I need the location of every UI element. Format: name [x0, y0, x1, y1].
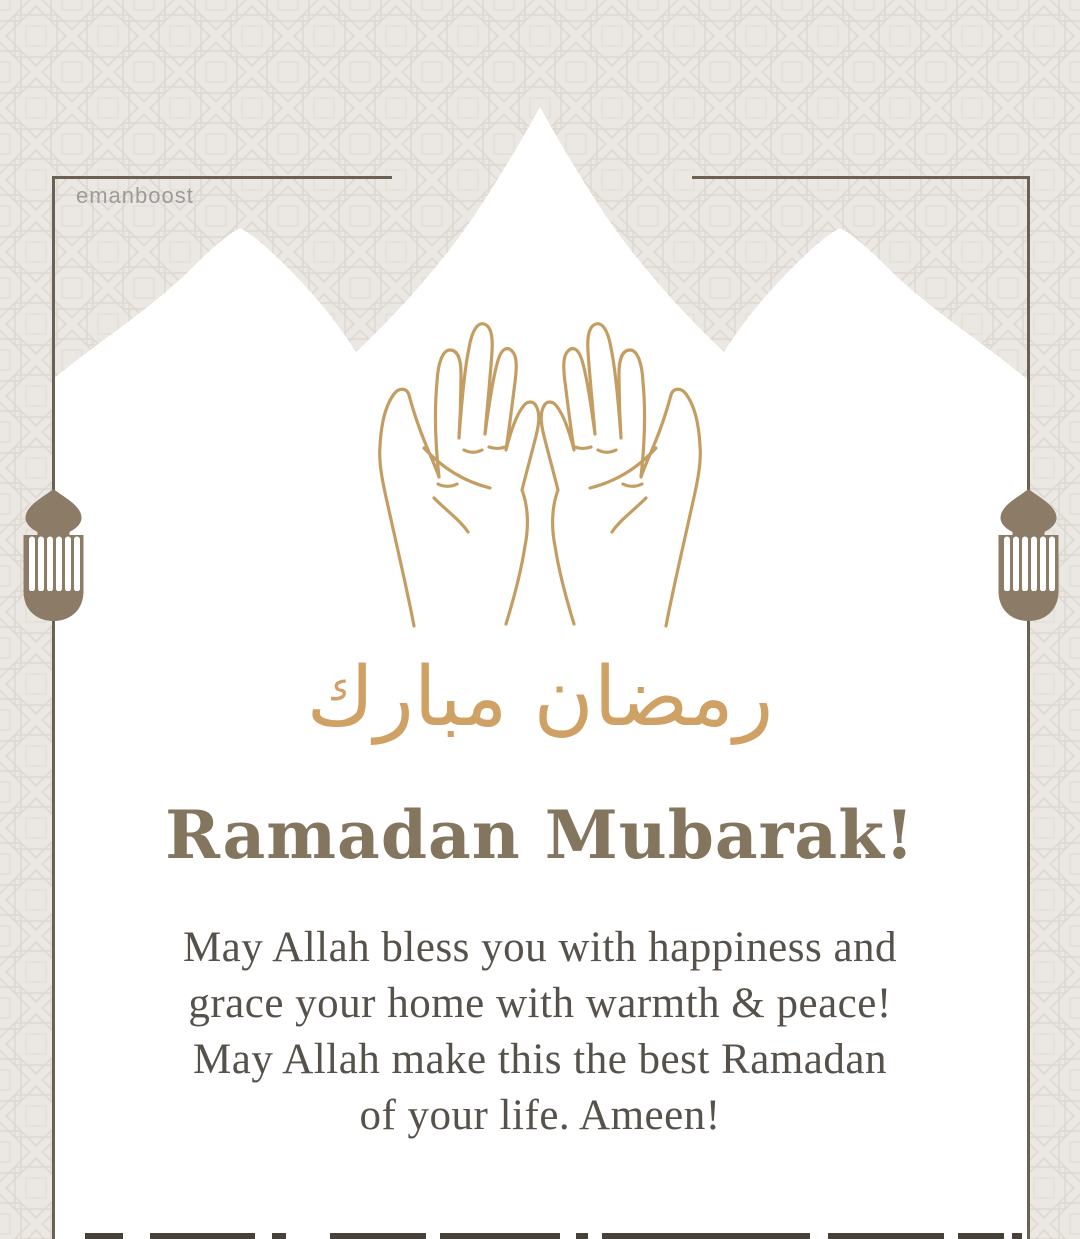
cutoff-text-fragment: [602, 1233, 810, 1239]
cutoff-text-fragment: [150, 1233, 255, 1239]
watermark: emanboost: [76, 183, 194, 208]
cutoff-text-fragment: [828, 1233, 944, 1239]
cutoff-text-fragment: [958, 1233, 1004, 1239]
cutoff-text-fragment: [440, 1233, 560, 1239]
greeting-title: Ramadan Mubarak!: [165, 796, 915, 874]
message-line: May Allah make this the best Ramadan: [193, 1036, 887, 1083]
arabic-greeting: رمضان مبارك: [306, 650, 774, 745]
lantern-icon-left: [24, 489, 84, 621]
lantern-icon-right: [999, 489, 1059, 621]
message-line: May Allah bless you with happiness and: [182, 924, 898, 971]
message-line: grace your home with warmth & peace!: [188, 980, 892, 1027]
message-line: of your life. Ameen!: [359, 1092, 721, 1139]
greeting-message: [0, 920, 1080, 1144]
cutoff-text-fragment: [272, 1233, 286, 1239]
cutoff-text-fragment: [576, 1233, 588, 1239]
cutoff-text-strip: [0, 1232, 1080, 1239]
cutoff-text-fragment: [1012, 1233, 1022, 1239]
cutoff-text-fragment: [330, 1233, 426, 1239]
cutoff-text-fragment: [85, 1233, 123, 1239]
